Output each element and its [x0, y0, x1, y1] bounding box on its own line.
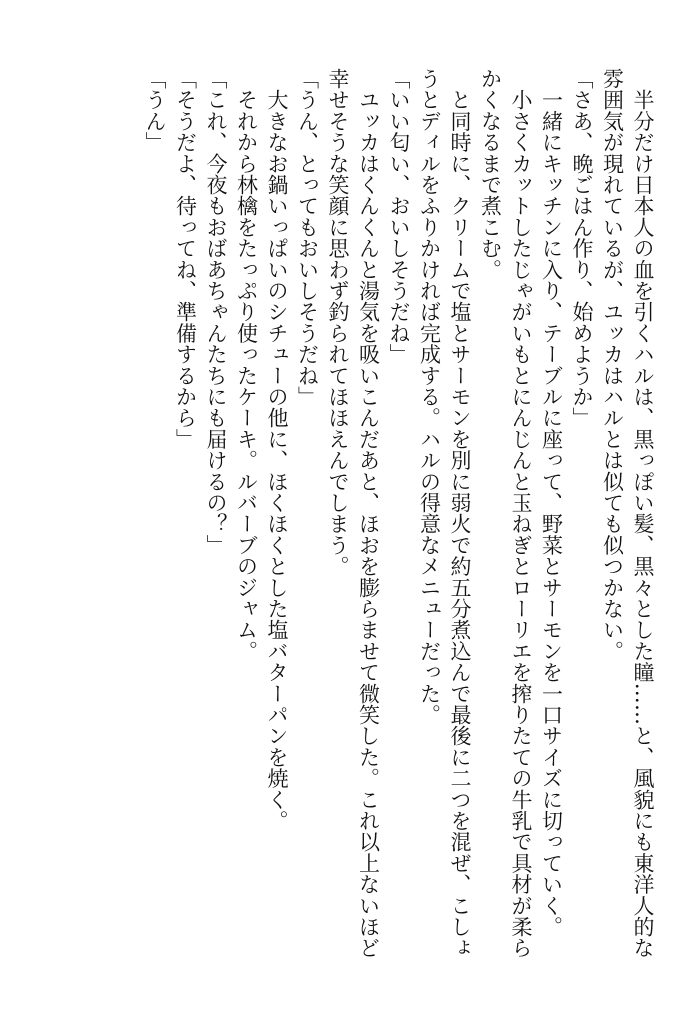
text-line-8: うとディルをふりかければ完成する。ハルの得意なメニューだった。: [417, 68, 442, 726]
text-line-2: 雰囲気が現れているが、ユッカはハルとは似ても似つかない。: [600, 68, 625, 662]
text-line-10: ユッカはくんくんと湯気を吸いこんだあと、ほおを膨らませて微笑した。これ以上ないほど: [356, 68, 381, 959]
text-line-16: 「そうだよ、待ってね、準備するから」: [173, 68, 198, 450]
text-line-7: と同時に、クリームで塩とサーモンを別に弱火で約五分煮込んで最後に二つを混ぜ、こしょ: [448, 68, 472, 959]
text-line-9: 「いい匂い、おいしそうだね」: [387, 68, 411, 365]
text-line-15: 「これ、今夜もおばあちゃんたちにも届けるの？」: [204, 68, 228, 556]
text-line-12: 「うん、とってもおいしそうだね」: [295, 68, 320, 408]
text-line-17: 「うん」: [143, 68, 167, 153]
text-line-11: 幸せそうな笑顔に思わず釣られてほほえんでしまう。: [326, 68, 350, 577]
text-line-5: 小さくカットしたじゃがいもとにんじんと玉ねぎとローリエを搾りたての牛乳で具材が柔ら: [509, 68, 533, 959]
text-line-6: かくなるまで煮こむ。: [478, 68, 503, 280]
text-line-4: 一緒にキッチンに入り、テーブルに座って、野菜とサーモンを一口サイズに切っていく。: [539, 68, 564, 938]
text-line-1: 半分だけ日本人の血を引くハルは、黒っぽい髪、黒々とした瞳……と、風貌にも東洋人的な: [631, 68, 655, 959]
text-line-3: 「さあ、晩ごはん作り、始めようか」: [570, 68, 594, 429]
vertical-text-body: [42, 68, 658, 958]
text-line-13: 大きなお鍋いっぱいのシチューの他に、ほくほくとした塩バターパンを焼く。: [265, 68, 289, 832]
text-line-14: それから林檎をたっぷり使ったケーキ。ルバーブのジャム。: [234, 68, 259, 662]
